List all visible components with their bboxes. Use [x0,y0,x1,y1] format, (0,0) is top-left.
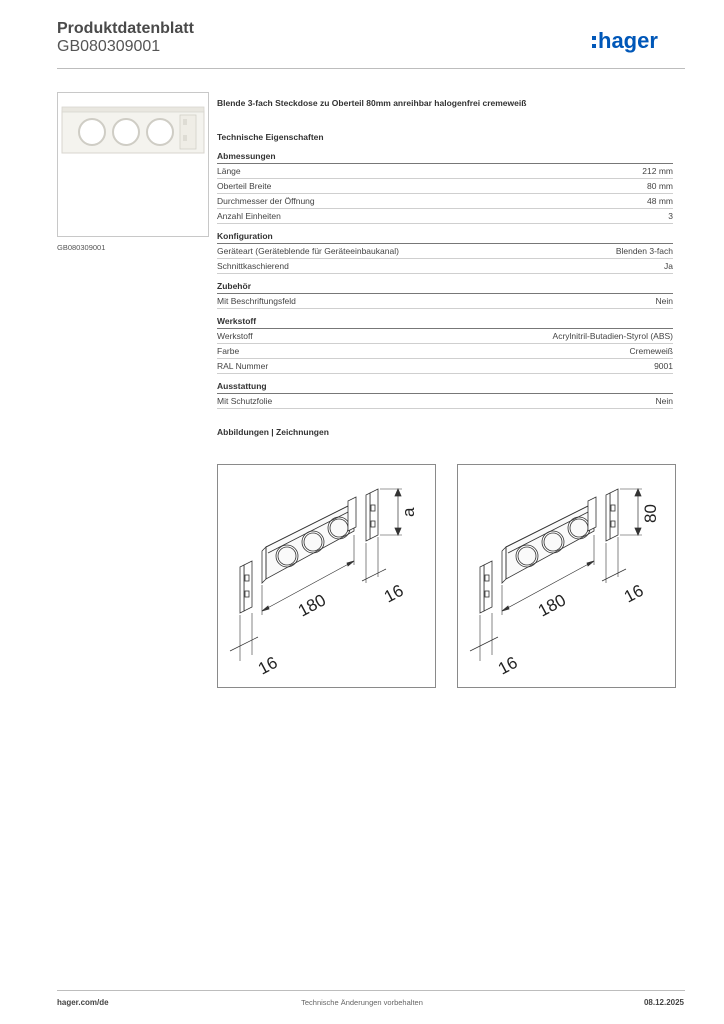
section-configuration [217,230,673,274]
dimension-length-label: 180 [294,590,329,621]
section-title: Werkstoff [217,315,673,329]
spec-row [217,359,673,374]
spec-label: Mit Beschriftungsfeld [217,296,296,306]
spec-value: 80 mm [647,181,673,191]
spec-value: 3 [668,211,673,221]
footer-website: hager.com/de [57,998,109,1007]
spec-value: 212 mm [642,166,673,176]
product-image-caption: GB080309001 [57,243,106,252]
spec-label: Anzahl Einheiten [217,211,281,221]
spec-value: Blenden 3-fach [615,246,673,256]
product-title: Blende 3-fach Steckdose zu Oberteil 80mm anreihbar halogenfrei cremeweiß [217,98,527,108]
dimension-height-label: a [399,507,418,517]
section-material [217,315,673,374]
section-equipment [217,380,673,409]
footer-divider [57,990,685,991]
dimension-bottom-label: 16 [254,652,281,679]
spec-row [217,179,673,194]
spec-value: Nein [655,396,673,406]
technical-drawing-2 [457,464,676,688]
dimension-height-label: 80 [641,504,660,523]
footer-disclaimer: Technische Änderungen vorbehalten [301,998,423,1007]
spec-value: 9001 [654,361,673,371]
spec-label: RAL Nummer [217,361,269,371]
spec-row [217,344,673,359]
section-title: Abmessungen [217,150,673,164]
spec-value: Nein [655,296,673,306]
spec-row [217,259,673,274]
dimension-side-label: 16 [620,580,647,607]
spec-label: Werkstoff [217,331,253,341]
product-image [57,92,209,237]
spec-row [217,244,673,259]
spec-value: Ja [664,261,673,271]
spec-label: Oberteil Breite [217,181,272,191]
product-code: GB080309001 [57,38,161,55]
technical-drawing-1 [217,464,436,688]
footer-date: 08.12.2025 [643,998,684,1007]
spec-label: Mit Schutzfolie [217,396,273,406]
document-title: Produktdatenblatt [57,20,194,37]
spec-value: Cremeweiß [629,346,673,356]
spec-label: Geräteart (Geräteblende für Geräteeinbaukanal) [217,246,399,256]
spec-label: Länge [217,166,241,176]
spec-value: Acrylnitril-Butadien-Styrol (ABS) [552,331,673,341]
spec-row [217,194,673,209]
spec-row [217,294,673,309]
spec-row [217,164,673,179]
section-dimensions [217,150,673,224]
svg-text:hager: hager [598,28,658,53]
dimension-bottom-label: 16 [494,652,521,679]
dimension-side-label: 16 [380,580,407,607]
section-accessories [217,280,673,309]
spec-label: Schnittkaschierend [217,261,289,271]
dimension-length-label: 180 [534,590,569,621]
section-title: Konfiguration [217,230,673,244]
spec-row [217,329,673,344]
spec-label: Farbe [217,346,240,356]
spec-row [217,394,673,409]
figures-heading: Abbildungen | Zeichnungen [217,427,329,437]
spec-row [217,209,673,224]
spec-content [217,96,673,439]
header-divider [57,68,685,69]
section-title: Ausstattung [217,380,673,394]
spec-label: Durchmesser der Öffnung [217,196,315,206]
hager-logo [590,26,680,56]
technical-properties-heading: Technische Eigenschaften [217,132,324,142]
section-title: Zubehör [217,280,673,294]
spec-value: 48 mm [647,196,673,206]
